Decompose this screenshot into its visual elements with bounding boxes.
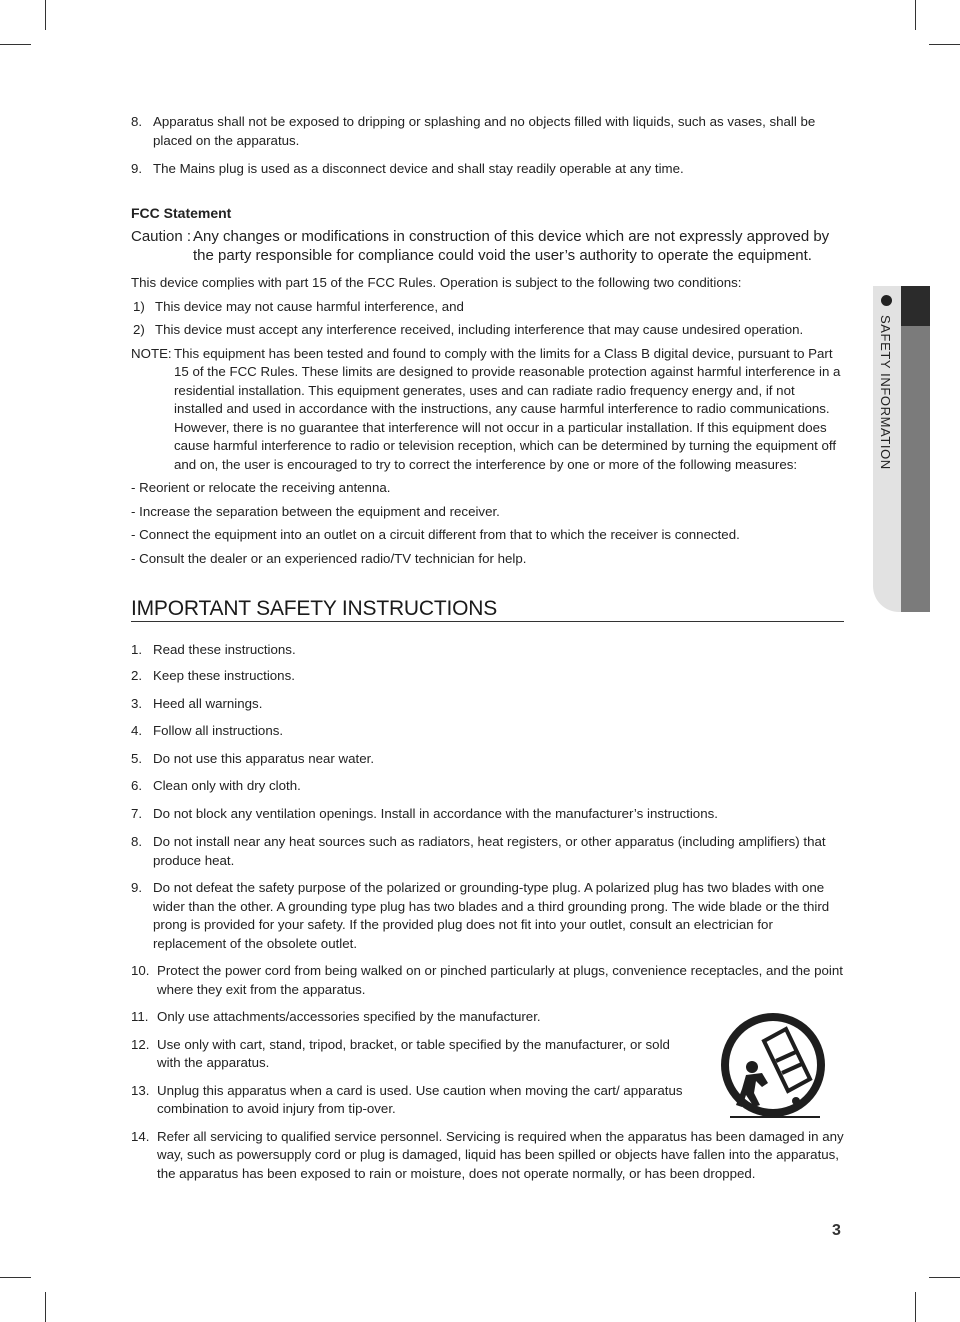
crop-mark bbox=[915, 1292, 916, 1322]
list-number: 1) bbox=[133, 298, 145, 314]
list-item bbox=[131, 750, 844, 769]
section-heading: FCC Statement bbox=[131, 204, 232, 221]
crop-mark bbox=[0, 44, 31, 45]
list-text: Only use attachments/accessories specified by the manufacturer. bbox=[157, 1009, 541, 1024]
list-text: This device must accept any interference received, including interference that may cause undesired operation. bbox=[155, 322, 804, 337]
list-text: Clean only with dry cloth. bbox=[153, 778, 301, 793]
note-text: This equipment has been tested and found to comply with the limits for a Class B digital device, pursuant to Part 15 of the FCC Rules. These limits are designed to provide reasonable protection against harmful interference in a residential installation. This equipment generates, uses and can radiate radio frequency energy and, if not installed and used in accordance with the instructions, any cause harmful interference to radio communications. However, there is no guarantee that interference will not occur in a particular installation. If this equipment does cause harmful interference to radio or television reception, which can be determined by turning the equipment off and on, the user is encouraged to try to correct the interference by one or more of the following measures: bbox=[174, 345, 841, 472]
list-text: Keep these instructions. bbox=[153, 668, 295, 683]
list-item bbox=[131, 805, 844, 824]
measure-item: - Consult the dealer or an experienced radio/TV technician for help. bbox=[131, 550, 527, 566]
list-text: Unplug this apparatus when a card is used. Use caution when moving the cart/ apparatus combination to avoid injury from tip-over. bbox=[157, 1082, 683, 1116]
list-number: 14. bbox=[131, 1128, 150, 1144]
condition-item bbox=[131, 298, 844, 317]
caution-text: Any changes or modifications in construction of this device which are not expressly approved by the party responsible for compliance could void the user’s authority to operate the equipment. bbox=[193, 228, 830, 264]
list-item bbox=[131, 879, 844, 953]
list-number: 9. bbox=[131, 880, 143, 895]
measure-item: - Reorient or relocate the receiving antenna. bbox=[131, 480, 391, 495]
list-text: Do not use this apparatus near water. bbox=[153, 750, 375, 766]
list-text: This device may not cause harmful interference, and bbox=[155, 298, 464, 314]
side-tab-bar bbox=[901, 286, 930, 612]
compliance-text: This device complies with part 15 of the FCC Rules. Operation is subject to the following two conditions: bbox=[131, 275, 742, 290]
list-item bbox=[131, 1082, 687, 1119]
caution-paragraph bbox=[131, 227, 844, 265]
cart-tipover-warning-icon bbox=[716, 1009, 832, 1121]
side-tab-label: SAFETY INFORMATION bbox=[878, 315, 893, 470]
side-tab-marker bbox=[901, 286, 930, 326]
list-number: 9. bbox=[131, 161, 143, 176]
list-item bbox=[131, 1036, 697, 1073]
list-number: 10. bbox=[131, 963, 150, 978]
list-item bbox=[131, 113, 844, 150]
list-item bbox=[131, 160, 844, 179]
list-number: 1. bbox=[131, 641, 143, 657]
list-item bbox=[131, 962, 844, 999]
list-text: Do not install near any heat sources such as radiators, heat registers, or other apparatus (including amplifiers) that produce heat. bbox=[153, 834, 826, 868]
list-number: 12. bbox=[131, 1036, 150, 1052]
list-text: Apparatus shall not be exposed to dripping or splashing and no objects filled with liquids, such as vases, shall be placed on the apparatus. bbox=[153, 114, 816, 148]
measure-item: - Connect the equipment into an outlet on a circuit different from that to which the receiver is connected. bbox=[131, 527, 740, 542]
crop-mark bbox=[929, 1277, 960, 1278]
condition-item bbox=[131, 321, 844, 340]
list-text: Refer all servicing to qualified service personnel. Servicing is required when the apparatus has been damaged in any way, such as powersupply cord or plug is damaged, liquid has been spilled or objects have fallen into the apparatus, the apparatus has been exposed to rain or moisture, does not operate normally, or has been dropped. bbox=[157, 1128, 844, 1181]
list-number: 2. bbox=[131, 668, 143, 683]
list-number: 8. bbox=[131, 834, 143, 849]
list-item bbox=[131, 833, 844, 870]
crop-mark bbox=[45, 1292, 46, 1322]
section-title: IMPORTANT SAFETY INSTRUCTIONS bbox=[131, 600, 844, 622]
list-item bbox=[131, 695, 844, 714]
list-text: Follow all instructions. bbox=[153, 723, 284, 738]
list-number: 6. bbox=[131, 778, 143, 793]
list-text: Protect the power cord from being walked on or pinched particularly at plugs, convenience receptacles, and the point where they exit from the apparatus. bbox=[157, 963, 843, 997]
list-number: 5. bbox=[131, 750, 143, 766]
note-label: NOTE: bbox=[131, 345, 172, 361]
crop-mark bbox=[929, 44, 960, 45]
list-number: 2) bbox=[133, 322, 145, 337]
list-text: Do not defeat the safety purpose of the polarized or grounding-type plug. A polarized plug has two blades with one wider than the other. A grounding type plug has two blades and a third grounding prong. The wide blade or the third prong is provided for your safety. If the provided plug does not fit into your outlet, consult an electrician for replacement of the obsolete outlet. bbox=[153, 880, 830, 951]
list-text: Do not block any ventilation openings. Install in accordance with the manufacturer’s instructions. bbox=[153, 805, 718, 821]
page-number: 3 bbox=[832, 1222, 841, 1239]
note-paragraph bbox=[131, 345, 844, 475]
list-number: 7. bbox=[131, 805, 143, 821]
bullet-dot-icon bbox=[881, 295, 892, 306]
list-text: Use only with cart, stand, tripod, bracket, or table specified by the manufacturer, or sold with the apparatus. bbox=[157, 1036, 670, 1070]
list-number: 8. bbox=[131, 114, 143, 129]
crop-mark bbox=[45, 0, 46, 30]
list-number: 3. bbox=[131, 695, 143, 711]
list-number: 4. bbox=[131, 723, 143, 738]
list-item bbox=[131, 1128, 844, 1184]
measure-item: - Increase the separation between the equipment and receiver. bbox=[131, 503, 500, 519]
list-text: Heed all warnings. bbox=[153, 695, 263, 711]
list-item bbox=[131, 777, 844, 796]
crop-mark bbox=[915, 0, 916, 30]
list-text: Read these instructions. bbox=[153, 641, 296, 657]
list-text: The Mains plug is used as a disconnect device and shall stay readily operable at any time. bbox=[153, 161, 684, 176]
list-number: 13. bbox=[131, 1082, 150, 1098]
crop-mark bbox=[0, 1277, 31, 1278]
list-item bbox=[131, 722, 844, 741]
list-number: 11. bbox=[131, 1009, 149, 1024]
caution-label: Caution : bbox=[131, 228, 192, 245]
list-item bbox=[131, 641, 844, 660]
list-item bbox=[131, 667, 844, 686]
